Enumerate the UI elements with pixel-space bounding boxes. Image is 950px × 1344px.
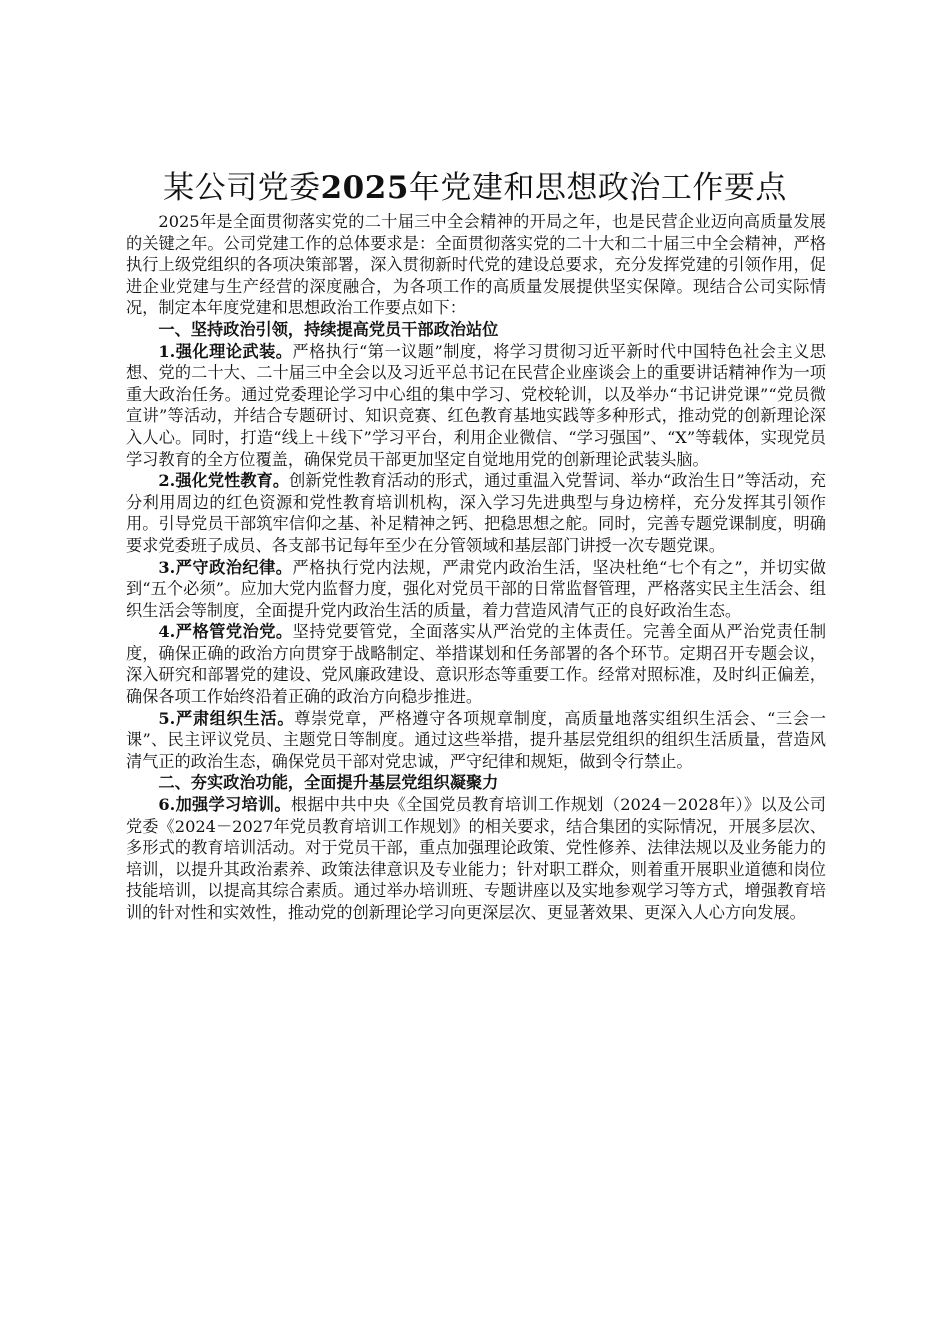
title-prefix: 某公司党委 — [163, 170, 321, 206]
item-3-paragraph — [126, 557, 826, 622]
title-year: 2025 — [320, 170, 409, 206]
item-6-lead: 6.加强学习培训。 — [158, 795, 291, 815]
document-title — [100, 166, 850, 210]
item-4-lead: 4.严格管党治党。 — [158, 622, 293, 642]
item-1-lead: 1.强化理论武装。 — [158, 341, 293, 361]
section-1-heading: 一、坚持政治引领，持续提高党员干部政治站位 — [158, 319, 499, 339]
item-4-text: 坚持党要管党，全面落实从严治党的主体责任。完善全面从严治党责任制度，确保正确的政治方向贯穿于战略制定、举措谋划和任务部署的各个环节。定期召开专题会议，深入研究和部署党的建设、党风廉政建设、意识形态等重要工作。经常对照标准，及时纠正偏差，确保各项工作始终沿着正确的政治方向稳步推进。 — [126, 622, 827, 707]
item-5-paragraph — [126, 708, 826, 773]
section-2-heading: 二、夯实政治功能，全面提升基层党组织凝聚力 — [158, 773, 499, 793]
item-6-paragraph — [126, 794, 826, 924]
item-1-paragraph — [126, 341, 826, 471]
item-3-text: 严格执行党内法规，严肃党内政治生活，坚决杜绝“七个有之”，并切实做到“五个必须”。应加大党内监督力度，强化对党员干部的日常监督管理，严格落实民主生活会、组织生活会等制度，全面提升党内政治生活的质量，着力营造风清气正的良好政治生态。 — [126, 557, 826, 620]
item-6-text: 根据中共中央《全国党员教育培训工作规划（2024－2028年）》以及公司党委《2024－2027年党员教育培训工作规划》的相关要求，结合集团的实际情况，开展多层次、多形式的教育培训活动。对于党员干部，重点加强理论政策、党性修养、法律法规以及业务能力的培训，以提升其政治素养、政策法律意识及专业能力；针对职工群众，则着重开展职业道德和岗位技能培训，以提高其综合素质。通过举办培训班、专题讲座以及实地参观学习等方式，增强教育培训的针对性和实效性，推动党的创新理论学习向更深层次、更显著效果、更深入人心方向发展。 — [126, 795, 826, 922]
intro-paragraph: 2025年是全面贯彻落实党的二十届三中全会精神的开局之年，也是民营企业迈向高质量发展的关键之年。公司党建工作的总体要求是：全面贯彻落实党的二十大和二十届三中全会精神，严格执行上级党组织的各项决策部署，深入贯彻新时代党的建设总要求，充分发挥党建的引领作用，促进企业党建与生产经营的深度融合，为各项工作的高质量发展提供坚实保障。现结合公司实际情况，制定本年度党建和思想政治工作要点如下： — [126, 212, 826, 318]
item-5-text: 尊崇党章，严格遵守各项规章制度，高质量地落实组织生活会、“三会一课”、民主评议党员、主题党日等制度。通过这些举措，提升基层党组织的组织生活质量，营造风清气正的政治生态，确保党员干部对党忠诚，严守纪律和规矩，做到令行禁止。 — [126, 708, 826, 771]
document-body — [126, 211, 826, 924]
item-2-lead: 2.强化党性教育。 — [158, 471, 290, 491]
item-2-text: 创新党性教育活动的形式，通过重温入党誓词、举办“政治生日”等活动，充分利用周边的红色资源和党性教育培训机构，深入学习先进典型与身边榜样，充分发挥其引领作用。引导党员干部筑牢信仰之基、补足精神之钙、把稳思想之舵。同时，完善专题党课制度，明确要求党委班子成员、各支部书记每年至少在分管领域和基层部门讲授一次专题党课。 — [126, 471, 826, 555]
item-1-text: 严格执行“第一议题”制度，将学习贯彻习近平新时代中国特色社会主义思想、党的二十大、二十届三中全会以及习近平总书记在民营企业座谈会上的重要讲话精神作为一项重大政治任务。通过党委理论学习中心组的集中学习、党校轮训，以及举办“书记讲党课”“党员微宣讲”等活动，并结合专题研讨、知识竞赛、红色教育基地实践等多种形式，推动党的创新理论深入人心。同时，打造“线上＋线下”学习平台，利用企业微信、“学习强国”、“X”等载体，实现党员学习教育的全方位覆盖，确保党员干部更加坚定自觉地用党的创新理论武装头脑。 — [126, 341, 826, 469]
item-5-lead: 5.严肃组织生活。 — [158, 708, 295, 728]
title-suffix: 年党建和思想政治工作要点 — [408, 170, 787, 206]
item-4-paragraph — [126, 621, 826, 707]
item-3-lead: 3.严守政治纪律。 — [158, 557, 293, 577]
item-2-paragraph — [126, 470, 826, 556]
